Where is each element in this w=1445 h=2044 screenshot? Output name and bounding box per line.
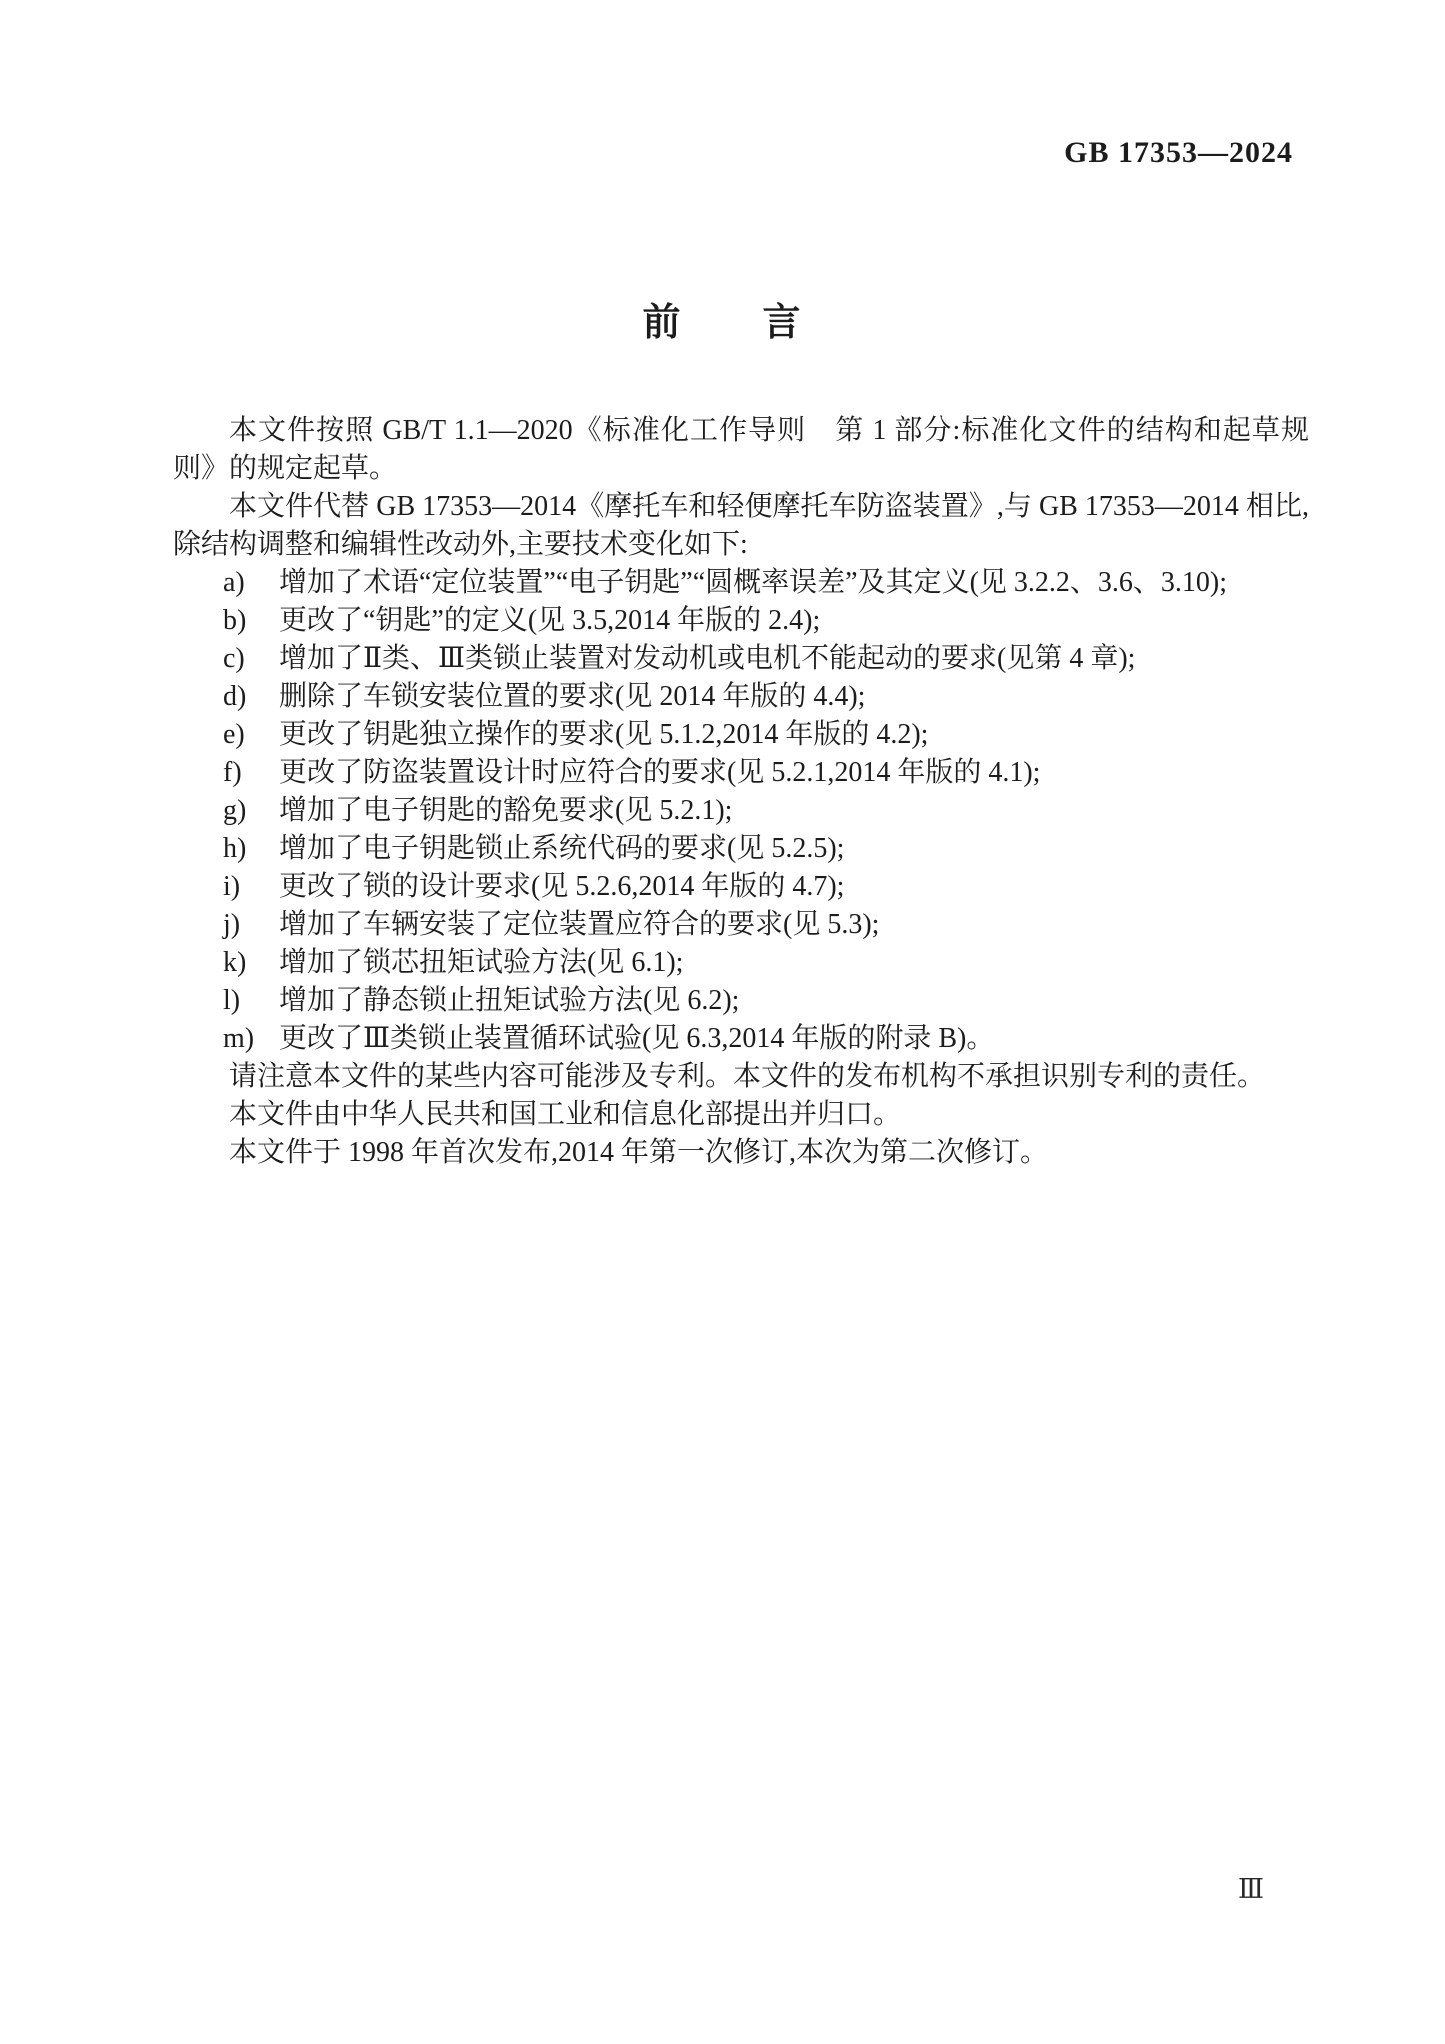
intro-paragraph: 本文件代替 GB 17353—2014《摩托车和轻便摩托车防盗装置》,与 GB 17353—2014 相比,除结构调整和编辑性改动外,主要技术变化如下:	[173, 491, 1309, 560]
document-title: 前 言	[642, 302, 803, 344]
change-list-item	[223, 906, 1309, 944]
item-label: g)	[223, 795, 247, 826]
item-text: 增加了术语“定位装置”“电子钥匙”“圆概率误差”及其定义(见 3.2.2、3.6、3.10);	[279, 567, 1227, 598]
item-label: m)	[223, 1023, 255, 1054]
change-list-item	[223, 564, 1309, 602]
change-list-item	[223, 830, 1309, 868]
change-list-item	[223, 944, 1309, 982]
item-label: e)	[223, 719, 245, 750]
standard-code-header: GB 17353—2024	[1064, 136, 1293, 169]
item-text: 增加了电子钥匙的豁免要求(见 5.2.1);	[279, 795, 733, 826]
item-label: j)	[223, 909, 241, 940]
intro-paragraph: 本文件按照 GB/T 1.1—2020《标准化工作导则 第 1 部分:标准化文件的结构和起草规则》的规定起草。	[173, 415, 1309, 484]
change-list-item	[223, 792, 1309, 830]
closing-paragraph: 本文件于 1998 年首次发布,2014 年第一次修订,本次为第二次修订。	[229, 1137, 1049, 1168]
document-body	[173, 412, 1309, 1172]
item-label: c)	[223, 643, 245, 674]
item-text: 更改了Ⅲ类锁止装置循环试验(见 6.3,2014 年版的附录 B)。	[279, 1023, 995, 1054]
change-list-item	[223, 640, 1309, 678]
item-text: 增加了车辆安装了定位装置应符合的要求(见 5.3);	[279, 909, 880, 940]
change-list-item	[223, 754, 1309, 792]
closing-paragraph: 请注意本文件的某些内容可能涉及专利。本文件的发布机构不承担识别专利的责任。	[229, 1061, 1266, 1092]
change-list-item	[223, 716, 1309, 754]
item-label: i)	[223, 871, 241, 902]
change-list-item	[223, 678, 1309, 716]
item-text: 删除了车锁安装位置的要求(见 2014 年版的 4.4);	[279, 681, 866, 712]
change-list-item	[223, 1020, 1309, 1058]
item-label: l)	[223, 985, 241, 1016]
item-label: h)	[223, 833, 247, 864]
change-list	[173, 564, 1309, 1058]
item-text: 更改了“钥匙”的定义(见 3.5,2014 年版的 2.4);	[279, 605, 821, 636]
item-text: 增加了电子钥匙锁止系统代码的要求(见 5.2.5);	[279, 833, 845, 864]
page-number: Ⅲ	[1237, 1874, 1264, 1904]
item-label: k)	[223, 947, 247, 978]
change-list-item	[223, 602, 1309, 640]
item-text: 更改了防盗装置设计时应符合的要求(见 5.2.1,2014 年版的 4.1);	[279, 757, 1041, 788]
item-label: a)	[223, 567, 245, 598]
change-list-item	[223, 868, 1309, 906]
item-label: f)	[223, 757, 242, 788]
item-text: 增加了Ⅱ类、Ⅲ类锁止装置对发动机或电机不能起动的要求(见第 4 章);	[279, 643, 1136, 674]
item-text: 更改了钥匙独立操作的要求(见 5.1.2,2014 年版的 4.2);	[279, 719, 929, 750]
item-text: 增加了静态锁止扭矩试验方法(见 6.2);	[279, 985, 740, 1016]
item-text: 更改了锁的设计要求(见 5.2.6,2014 年版的 4.7);	[279, 871, 845, 902]
change-list-item	[223, 982, 1309, 1020]
item-label: b)	[223, 605, 247, 636]
item-text: 增加了锁芯扭矩试验方法(见 6.1);	[279, 947, 684, 978]
item-label: d)	[223, 681, 247, 712]
closing-paragraph: 本文件由中华人民共和国工业和信息化部提出并归口。	[229, 1099, 902, 1130]
